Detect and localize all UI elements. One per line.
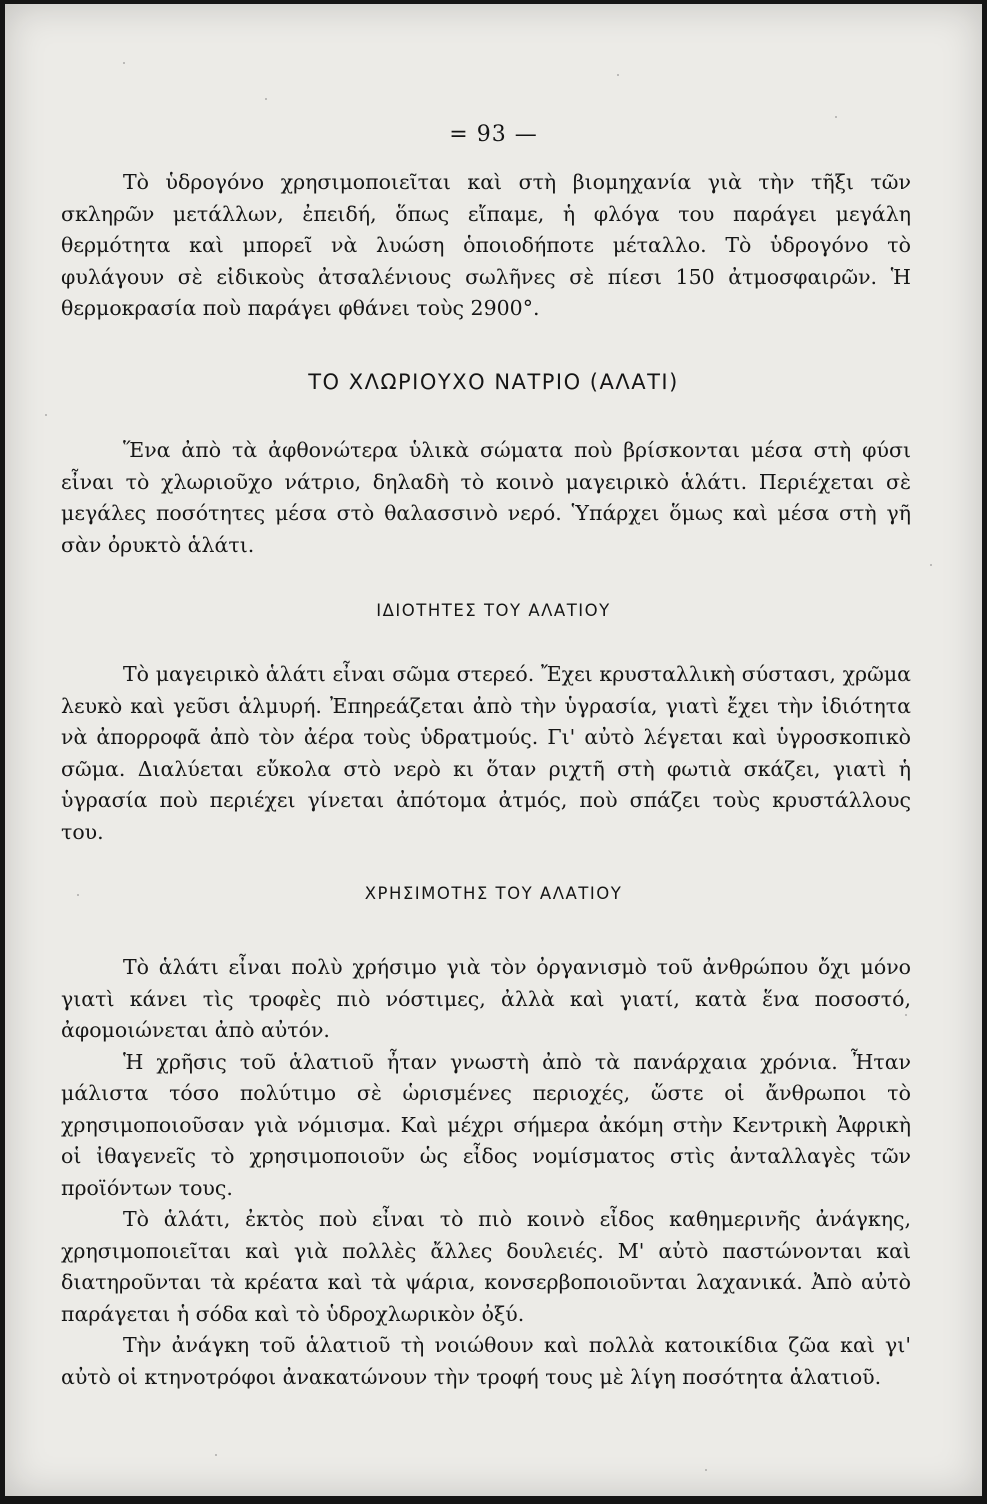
paragraph-block-properties xyxy=(61,659,911,848)
paragraph: Τὸ μαγειρικὸ ἁλάτι εἶναι σῶμα στερεό. Ἔχει κρυσταλλικὴ σύστασι, χρῶμα λευκὸ καὶ γεῦσι ἁλμυρή. Ἐπηρεάζεται ἀπὸ τὴν ὑγρασία, γιατὶ ἔχει τὴν ἰδιότητα νὰ ἀπορροφᾶ ἀπὸ τὸν ἀέρα τοὺς ὑδρατμούς. Γι' αὐτὸ λέγεται καὶ ὑγροσκοπικὸ σῶμα. Διαλύεται εὔκολα στὸ νερὸ κι ὅταν ριχτῆ στὴ φωτιὰ σκάζει, γιατὶ ἡ ὑγρασία ποὺ περιέχει γίνεται ἀπότομα ἀτμός, ποὺ σπάζει τοὺς κρυστάλλους του. xyxy=(61,662,911,844)
paragraph: Ἡ χρῆσις τοῦ ἁλατιοῦ ἦταν γνωστὴ ἀπὸ τὰ πανάρχαια χρόνια. Ἦταν μάλιστα τόσο πολύτιμο σὲ ὡρισμένες περιοχές, ὥστε οἱ ἄνθρωποι τὸ χρησιμοποιοῦσαν γιὰ νόμισμα. Καὶ μέχρι σήμερα ἀκόμη στὴν Κεντρικὴ Ἀφρικὴ οἱ ἰθαγενεῖς τὸ χρησιμοποιοῦν ὡς εἶδος νομίσματος στὶς ἀνταλλαγὲς τῶν προϊόντων τους. xyxy=(61,1049,911,1200)
paragraph: Τὸ ὑδρογόνο χρησιμοποιεῖται καὶ στὴ βιομηχανία γιὰ τὴν τῆξι τῶν σκληρῶν μετάλλων, ἐπειδή, ὅπως εἴπαμε, ἡ φλόγα του παράγει μεγάλη θερμότητα καὶ μπορεῖ νὰ λυώση ὁποιοδήποτε μέταλλο. Τὸ ὑδρογόνο τὸ φυλάγουν σὲ εἰδικοὺς ἀτσαλένιους σωλῆνες σὲ πίεσι 150 ἀτμοσφαιρῶν. Ἡ θερμοκρασία ποὺ παράγει φθάνει τοὺς 2900°. xyxy=(61,170,911,320)
paper-speck xyxy=(123,62,125,64)
paragraph-block-usefulness xyxy=(61,952,911,1393)
paragraph-block-hydrogen xyxy=(61,167,911,325)
paper-speck xyxy=(265,98,267,100)
paper-speck xyxy=(930,564,932,566)
paper-speck xyxy=(835,116,837,118)
paper-speck xyxy=(617,74,619,76)
book-page xyxy=(5,4,982,1496)
paragraph: Τὴν ἀνάγκη τοῦ ἁλατιοῦ τὴ νοιώθουν καὶ πολλὰ κατοικίδια ζῶα καὶ γι' αὐτὸ οἱ κτηνοτρόφοι ἀνακατώνουν τὴν τροφή τους μὲ λίγη ποσότητα ἁλατιοῦ. xyxy=(61,1333,911,1389)
paper-speck xyxy=(45,414,47,416)
paragraph: Τὸ ἁλάτι εἶναι πολὺ χρήσιμο γιὰ τὸν ὀργανισμὸ τοῦ ἀνθρώπου ὄχι μόνο γιατὶ κάνει τὶς τροφὲς πιὸ νόστιμες, ἀλλὰ καὶ γιατί, κατὰ ἕνα ποσοστό, ἀφομοιώνεται ἀπὸ αὐτόν. xyxy=(61,955,911,1042)
paper-speck xyxy=(705,1469,707,1471)
section-heading-usefulness: ΧΡΗΣΙΜΟΤΗΣ ΤΟΥ ΑΛΑΤΙΟΥ xyxy=(364,884,623,903)
section-heading-sodium-chloride: ΤΟ ΧΛΩΡΙΟΥΧΟ ΝΑΤΡΙΟ (ΑΛΑΤΙ) xyxy=(308,370,679,394)
paragraph: Τὸ ἁλάτι, ἐκτὸς ποὺ εἶναι τὸ πιὸ κοινὸ εἶδος καθημερινῆς ἀνάγκης, χρησιμοποιεῖται καὶ γιὰ πολλὲς ἄλλες δουλειές. Μ' αὐτὸ παστώνονται καὶ διατηροῦνται τὰ κρέατα καὶ τὰ ψάρια, κονσερβοποιοῦνται λαχανικά. Ἀπὸ αὐτὸ παράγεται ἡ σόδα καὶ τὸ ὑδροχλωρικὸν ὀξύ. xyxy=(61,1207,911,1326)
paper-speck xyxy=(215,1454,217,1456)
page-number: = 93 — xyxy=(449,122,538,147)
section-heading-properties: ΙΔΙΟΤΗΤΕΣ ΤΟΥ ΑΛΑΤΙΟΥ xyxy=(376,601,611,620)
paragraph: Ἕνα ἀπὸ τὰ ἀφθονώτερα ὑλικὰ σώματα ποὺ βρίσκονται μέσα στὴ φύσι εἶναι τὸ χλωριοῦχο νάτριο, δηλαδὴ τὸ κοινὸ μαγειρικὸ ἁλάτι. Περιέχεται σὲ μεγάλες ποσότητες μέσα στὸ θαλασσινὸ νερό. Ὑπάρχει ὅμως καὶ μέσα στὴ γῆ σὰν ὀρυκτὸ ἁλάτι. xyxy=(61,438,911,557)
paragraph-block-sodium-chloride xyxy=(61,435,911,561)
